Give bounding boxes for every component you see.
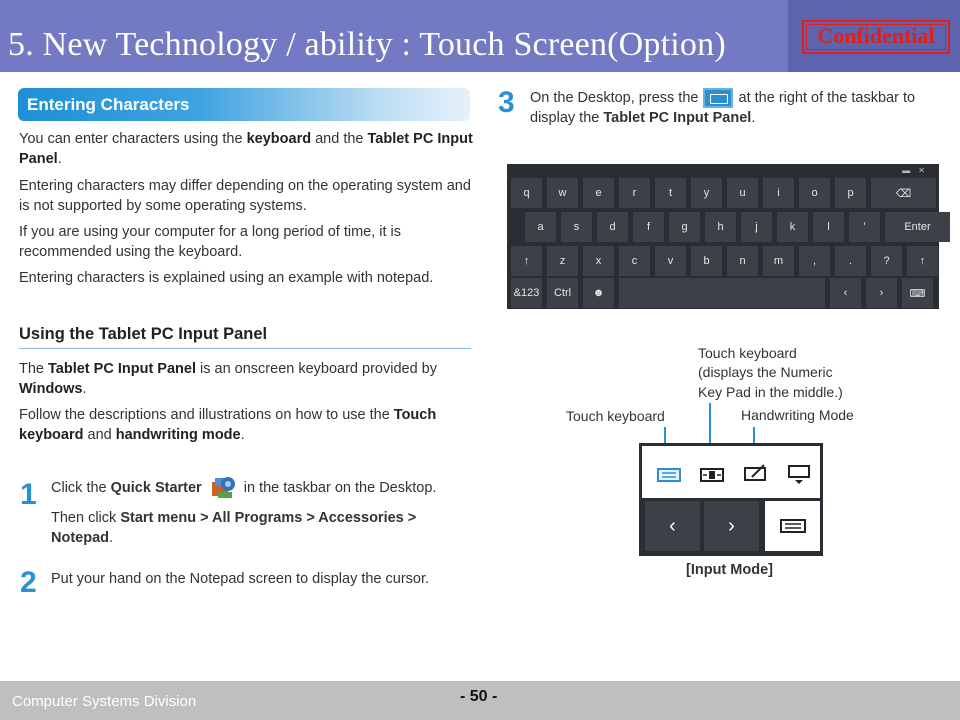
label-touch-numeric-3: Key Pad in the middle.)	[698, 384, 843, 400]
keyboard-key: ›	[866, 278, 897, 308]
text: .	[82, 381, 87, 397]
text: at the right of the taskbar to display the	[530, 90, 916, 127]
step-2-number: 2	[20, 566, 37, 599]
label-touch-numeric-2: (displays the Numeric	[698, 364, 833, 380]
mode-prev-button[interactable]: ‹	[645, 501, 700, 551]
keyboard-key: y	[691, 178, 722, 208]
keyboard-key: w	[547, 178, 578, 208]
mode-keyboard-button[interactable]	[765, 501, 820, 551]
keyboard-key	[619, 278, 825, 308]
text: .	[57, 151, 62, 167]
handwriting-icon	[744, 463, 768, 481]
text: Follow the descriptions and illustrations on how to use the	[19, 407, 394, 423]
text: .	[109, 530, 114, 546]
text: .	[751, 110, 756, 127]
page-number: - 50 -	[460, 688, 498, 705]
division-name: Computer Systems Division	[12, 693, 197, 710]
keyboard-key: n	[727, 246, 758, 276]
touch-keyboard-icon	[657, 468, 681, 482]
keyboard-key: ⌫	[871, 178, 936, 208]
label-touch-numeric-1: Touch keyboard	[698, 345, 797, 361]
paragraph-keyboard-recommend: If you are using your computer for a long period of time, it is recommended using the keyboard.	[19, 224, 402, 260]
bold-text: keyboard	[246, 131, 312, 147]
bold-text: Touch keyboard	[19, 407, 437, 443]
mode-icons-bar	[642, 446, 820, 498]
step-1-subtext	[51, 508, 471, 548]
keyboard-key: p	[835, 178, 866, 208]
bold-text: Tablet PC Input Panel	[19, 131, 473, 167]
slide-header	[0, 0, 960, 72]
keyboard-key: ⌨	[902, 278, 933, 308]
keyboard-key: j	[741, 212, 772, 242]
keyboard-key: ,	[799, 246, 830, 276]
bold-text: Windows	[19, 381, 83, 397]
text: Click the	[51, 479, 111, 496]
keyboard-key: c	[619, 246, 650, 276]
keyboard-key: v	[655, 246, 686, 276]
section-title: Entering Characters	[27, 95, 190, 114]
keyboard-key: x	[583, 246, 614, 276]
input-panel-icon	[703, 88, 733, 108]
touch-keyboard-image	[507, 164, 939, 309]
keyboard-key: f	[633, 212, 664, 242]
keyboard-key: q	[511, 178, 542, 208]
bold-text: Quick Starter	[110, 479, 202, 496]
window-controls-icon: ▬✕	[902, 166, 933, 175]
quick-starter-icon	[208, 474, 238, 502]
text: You can enter characters using the	[19, 131, 247, 147]
keyboard-key: .	[835, 246, 866, 276]
text: is an onscreen keyboard provided by	[195, 361, 437, 377]
keyboard-key: o	[799, 178, 830, 208]
step-3-number: 3	[498, 86, 515, 119]
step-2-text: Put your hand on the Notepad screen to display the cursor.	[51, 571, 430, 587]
section-bar-entering-characters	[18, 88, 470, 121]
step-1-number: 1	[20, 478, 37, 511]
bold-text: Tablet PC Input Panel	[48, 361, 196, 377]
subsection-title: Using the Tablet PC Input Panel	[19, 325, 268, 343]
paragraph-follow	[19, 405, 474, 445]
text: and	[83, 427, 116, 443]
slide-title: 5. New Technology / ability : Touch Screen(Option)	[8, 26, 726, 63]
keyboard-key: k	[777, 212, 808, 242]
keyboard-key: a	[525, 212, 556, 242]
keyboard-key: ?	[871, 246, 902, 276]
paragraph-input-panel	[19, 359, 474, 399]
step-1-text	[51, 474, 471, 502]
input-mode-caption: [Input Mode]	[686, 562, 773, 578]
keyboard-key: u	[727, 178, 758, 208]
keyboard-key: z	[547, 246, 578, 276]
keyboard-key: &123	[511, 278, 542, 308]
keyboard-key: '	[849, 212, 880, 242]
text: Then click	[51, 510, 121, 526]
keyboard-key: l	[813, 212, 844, 242]
keyboard-key: r	[619, 178, 650, 208]
bold-text: Tablet PC Input Panel	[603, 110, 752, 127]
keyboard-key: g	[669, 212, 700, 242]
keyboard-key: e	[583, 178, 614, 208]
keyboard-key: ↑	[511, 246, 542, 276]
text: and the	[311, 131, 368, 147]
keyboard-key: ☻	[583, 278, 614, 308]
keyboard-key: b	[691, 246, 722, 276]
keyboard-key: Enter	[885, 212, 950, 242]
keyboard-key: t	[655, 178, 686, 208]
keyboard-key: d	[597, 212, 628, 242]
label-handwriting-mode: Handwriting Mode	[741, 407, 854, 423]
paragraph-intro	[19, 129, 474, 169]
confidential-stamp: Confidential	[802, 20, 950, 54]
keyboard-key: h	[705, 212, 736, 242]
keyboard-row-4	[511, 278, 935, 308]
keyboard-key: s	[561, 212, 592, 242]
text: On the Desktop, press the	[530, 90, 703, 106]
divider	[19, 348, 471, 349]
keyboard-icon	[780, 519, 806, 533]
keyboard-key: m	[763, 246, 794, 276]
bold-text: Start menu > All Programs > Accessories > Notepad	[51, 510, 417, 546]
keyboard-key: ↑	[907, 246, 938, 276]
dock-icon	[788, 465, 810, 485]
keyboard-key: i	[763, 178, 794, 208]
text: in the taskbar on the Desktop.	[239, 479, 437, 496]
input-mode-panel	[639, 443, 823, 556]
mode-next-button[interactable]: ›	[704, 501, 759, 551]
label-touch-keyboard: Touch keyboard	[566, 408, 665, 424]
keyboard-row-1	[511, 178, 935, 208]
slide-footer	[0, 681, 960, 720]
paragraph-notepad-example: Entering characters is explained using an example with notepad.	[19, 270, 434, 286]
keyboard-row-2	[511, 212, 935, 242]
keyboard-key: ‹	[830, 278, 861, 308]
text: .	[240, 427, 245, 443]
paragraph-os-note: Entering characters may differ depending on the operating system and is not supported by some operating systems.	[19, 178, 471, 214]
keyboard-row-3	[511, 246, 935, 276]
bold-text: handwriting mode	[115, 427, 241, 443]
text: The	[19, 361, 49, 377]
keyboard-key: Ctrl	[547, 278, 578, 308]
numeric-keyboard-icon	[700, 468, 724, 482]
step-3-text	[530, 88, 950, 128]
